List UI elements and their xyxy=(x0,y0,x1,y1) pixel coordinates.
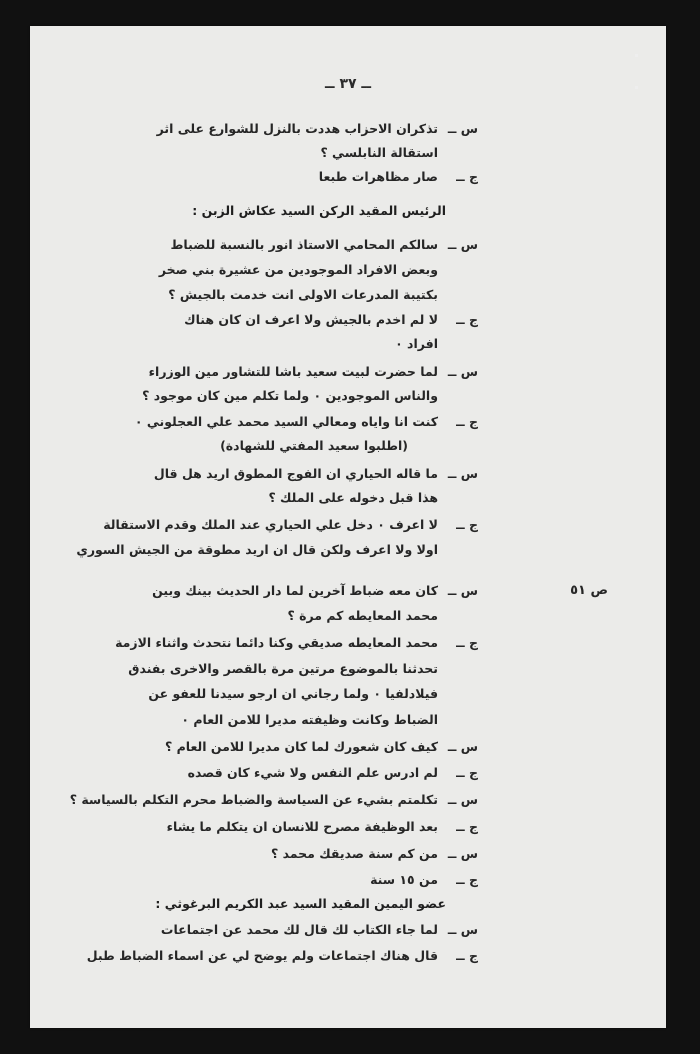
answer-line: لا اعرف ٠ دخل علي الحياري عند الملك وقدم الاستقالة xyxy=(103,517,438,532)
question-marker: س ــ xyxy=(447,364,478,379)
question-line: لما جاء الكتاب لك قال لك محمد عن اجتماعات xyxy=(160,922,438,937)
answer-marker: ج ــ xyxy=(456,414,478,429)
answer-line: تحدثنا بالموضوع مرتين مرة بالقصر والاخرى بفندق xyxy=(128,661,438,676)
answer-line: الضباط وكانت وظيفته مديرا للامن العام ٠ xyxy=(181,712,438,727)
question-marker: س ــ xyxy=(447,922,478,937)
speaker-heading: الرئيس المقيد الركن السيد عكاش الزبن : xyxy=(192,203,446,218)
answer-marker: ج ــ xyxy=(456,819,478,834)
answer-marker: ج ــ xyxy=(456,517,478,532)
question-line: كيف كان شعورك لما كان مديرا للامن العام ؟ xyxy=(165,739,438,754)
question-line: لما حضرت لبيت سعيد باشا للتشاور مين الوزراء xyxy=(148,364,438,379)
question-line: كان معه ضباط آخرين لما دار الحديث بينك وبين xyxy=(152,583,438,598)
question-line: تكلمتم بشيء عن السياسة والضباط محرم التكلم بالسياسة ؟ xyxy=(69,792,438,807)
question-marker: س ــ xyxy=(447,846,478,861)
question-marker: س ــ xyxy=(447,792,478,807)
question-line: هذا قبل دخوله على الملك ؟ xyxy=(268,490,438,505)
answer-line: فيلادلفيا ٠ ولما رجاني ان ارجو سيدنا للعفو عن xyxy=(148,686,438,701)
answer-line: لا لم اخدم بالجيش ولا اعرف ان كان هناك xyxy=(184,312,438,327)
question-line: بكتيبة المدرعات الاولى انت خدمت بالجيش ؟ xyxy=(168,287,438,302)
answer-marker: ج ــ xyxy=(456,765,478,780)
question-marker: س ــ xyxy=(447,583,478,598)
question-marker: س ــ xyxy=(447,121,478,136)
answer-line: افراد ٠ xyxy=(395,336,438,351)
answer-line: لم ادرس علم النفس ولا شيء كان قصده xyxy=(187,765,438,780)
answer-line: من ١٥ سنة xyxy=(370,872,438,887)
question-marker: س ــ xyxy=(447,466,478,481)
answer-line: محمد المعايطه صديقي وكنا دائما نتحدث واثناء الازمة xyxy=(115,635,438,650)
answer-marker: ج ــ xyxy=(456,169,478,184)
answer-marker: ج ــ xyxy=(456,312,478,327)
scan-speck xyxy=(635,86,638,89)
question-marker: س ــ xyxy=(447,739,478,754)
page-number: ــ ٣٧ ــ xyxy=(325,76,371,92)
question-line: من كم سنة صديقك محمد ؟ xyxy=(270,846,438,861)
question-line: محمد المعايطه كم مرة ؟ xyxy=(287,608,438,623)
question-line: تذكران الاحزاب هددت بالنزل للشوارع على اثر xyxy=(156,121,438,136)
question-line: وبعض الافراد الموجودين من عشيرة بني صخر xyxy=(158,262,438,277)
answer-line: بعد الوظيفة مصرح للانسان ان يتكلم ما يشاء xyxy=(166,819,438,834)
answer-marker: ج ــ xyxy=(456,872,478,887)
side-page-reference: ص ٥١ xyxy=(570,583,608,598)
question-line: سالكم المحامي الاستاذ انور بالنسبة للضباط xyxy=(170,237,438,252)
question-line: ما قاله الحياري ان الفوج المطوق اريد هل قال xyxy=(153,466,438,481)
question-line: والناس الموجودين ٠ ولما تكلم مين كان موجود ؟ xyxy=(142,388,438,403)
answer-line: اولا ولا اعرف ولكن قال ان اريد مطوقة من الجيش السوري xyxy=(76,542,438,557)
document-page xyxy=(30,26,666,1028)
question-marker: س ــ xyxy=(447,237,478,252)
scan-speck xyxy=(635,54,638,57)
answer-marker: ج ــ xyxy=(456,635,478,650)
answer-line: كنت انا واياه ومعالي السيد محمد علي العجلوني ٠ xyxy=(134,414,438,429)
answer-line: (اطلبوا سعيد المفتي للشهادة) xyxy=(220,438,408,453)
question-line: استقالة النابلسي ؟ xyxy=(320,145,438,160)
answer-line: قال هناك اجتماعات ولم يوضح لي عن اسماء الضباط طبل xyxy=(86,948,438,963)
speaker-heading: عضو اليمين المقيد السيد عبد الكريم البرغوثي : xyxy=(155,896,446,911)
answer-marker: ج ــ xyxy=(456,948,478,963)
answer-line: صار مظاهرات طبعا xyxy=(318,169,438,184)
